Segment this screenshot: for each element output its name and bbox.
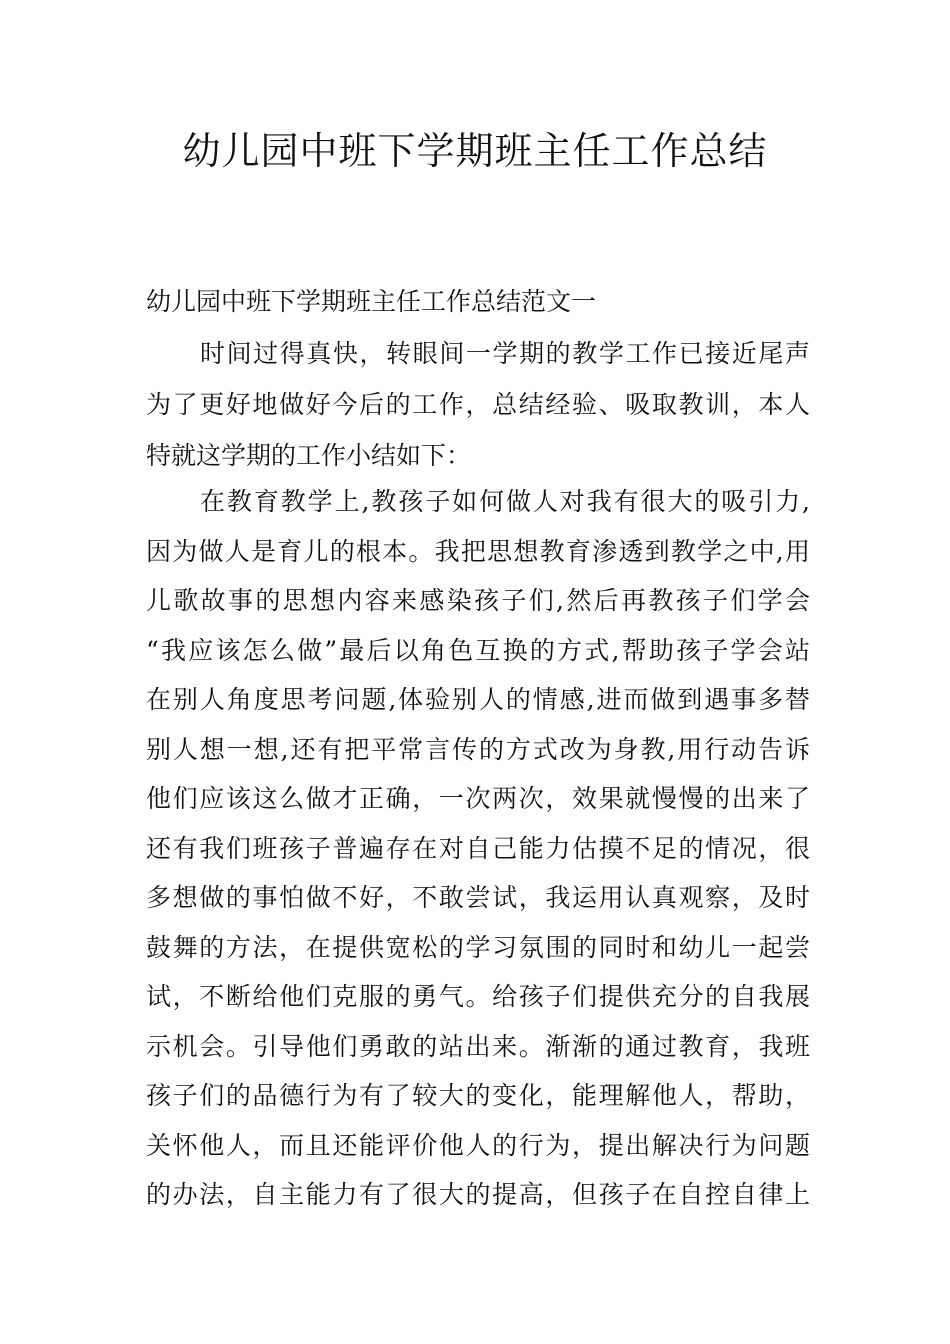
paragraph-line: 的办法，自主能力有了很大的提高，但孩子在自控自律上 [146, 1180, 810, 1209]
paragraph-line: 时间过得真快，转眼间一学期的教学工作已接近尾声 [200, 339, 810, 368]
paragraph-line: 儿歌故事的思想内容来感染孩子们,然后再教孩子们学会 [146, 586, 810, 615]
document-subtitle: 幼儿园中班下学期班主任工作总结范文一 [146, 287, 597, 316]
paragraph-line: 他们应该这么做才正确，一次两次，效果就慢慢的出来了 [146, 784, 810, 813]
paragraph-line: 在别人角度思考问题,体验别人的情感,进而做到遇事多替 [146, 685, 810, 714]
document-title: 幼儿园中班下学期班主任工作总结 [182, 129, 768, 173]
paragraph-line: 示机会。引导他们勇敢的站出来。渐渐的通过教育，我班 [146, 1031, 810, 1061]
paragraph-line: 鼓舞的方法，在提供宽松的学习氛围的同时和幼儿一起尝 [146, 932, 810, 962]
paragraph-education [146, 477, 810, 1220]
paragraph-line: 关怀他人，而且还能评价他人的行为，提出解决行为问题 [146, 1130, 810, 1160]
paragraph-line: 为了更好地做好今后的工作，总结经验、吸取教训，本人 [146, 390, 810, 419]
paragraph-line: 还有我们班孩子普遍存在对自己能力估摸不足的情况，很 [146, 833, 810, 863]
paragraph-line: 因为做人是育儿的根本。我把思想教育渗透到教学之中,用 [146, 536, 810, 566]
paragraph-line: “我应该怎么做”最后以角色互换的方式,帮助孩子学会站 [146, 635, 810, 665]
paragraph-line: 孩子们的品德行为有了较大的变化，能理解他人，帮助， [146, 1081, 810, 1110]
paragraph-line: 特就这学期的工作小结如下： [146, 441, 472, 470]
paragraph-line: 在教育教学上,教孩子如何做人对我有很大的吸引力, [200, 487, 810, 516]
paragraph-intro [146, 328, 810, 481]
paragraph-line: 试，不断给他们克服的勇气。给孩子们提供充分的自我展 [146, 982, 810, 1011]
paragraph-line: 别人想一想,还有把平常言传的方式改为身教,用行动告诉 [146, 734, 810, 764]
paragraph-line: 多想做的事怕做不好，不敢尝试，我运用认真观察，及时 [146, 883, 810, 912]
